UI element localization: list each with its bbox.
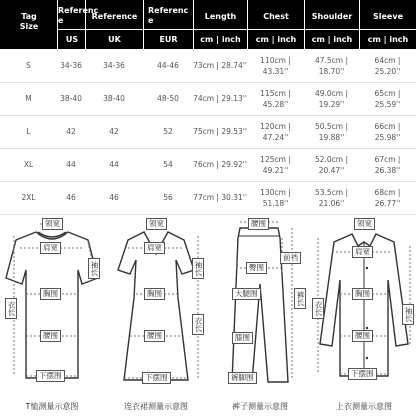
label-hem: 下摆围 (142, 372, 171, 384)
cell-size: XL (23, 160, 34, 169)
label-chest: 胸围 (352, 288, 373, 300)
label-hem: 下摆围 (36, 370, 65, 382)
shirt-caption: 上衣测量示意图 (336, 402, 392, 411)
label-length: 衣长 (192, 314, 204, 335)
header-tag-size: Tag Size (19, 12, 39, 31)
cell-sleeve: 64cm | 25.20'' (374, 55, 401, 76)
label-shoulder: 肩宽 (40, 242, 61, 254)
pants-diagram (208, 218, 312, 416)
tshirt-diagram (0, 218, 104, 416)
cell-eur: 54 (163, 160, 173, 169)
cell-sleeve: 68cm | 26.77'' (374, 187, 401, 208)
label-length: 衣长 (312, 298, 324, 319)
label-sleeve: 袖长 (88, 258, 100, 279)
label-length: 衣长 (5, 298, 17, 319)
label-neck: 领宽 (354, 218, 375, 230)
header-length-bottom: cm | inch (200, 35, 241, 44)
shirt-diagram (312, 218, 416, 416)
label-chest: 胸围 (144, 288, 165, 300)
label-length: 裤长 (294, 288, 306, 309)
cell-size: S (26, 61, 31, 70)
cell-length: 77cm | 30.31'' (193, 193, 247, 202)
label-knee: 膝围 (232, 332, 253, 344)
cell-shoulder: 49.0cm | 19.29'' (314, 88, 349, 109)
table-row (0, 82, 416, 116)
cell-us: 46 (66, 193, 76, 202)
header-chest-bottom: cm | inch (255, 35, 297, 44)
cell-uk: 38-40 (103, 94, 125, 103)
label-chest: 胸围 (40, 288, 61, 300)
table-header (0, 0, 416, 49)
tshirt-caption: T恤测量示意图 (25, 402, 79, 411)
cell-length: 76cm | 29.92'' (193, 160, 247, 169)
header-eur-top: Referenc e (148, 6, 189, 25)
header-eur-bottom: EUR (159, 35, 178, 44)
label-waist: 腰围 (40, 330, 61, 342)
label-rise: 前裆 (280, 252, 301, 264)
table-row (0, 115, 416, 149)
label-sleeve: 袖长 (192, 258, 204, 279)
cell-chest: 115cm | 45.28'' (260, 88, 291, 109)
header-uk-bottom: UK (108, 35, 121, 44)
cell-size: 2XL (21, 193, 36, 202)
header-us-bottom: US (65, 35, 79, 44)
label-sleeve: 袖长 (402, 304, 414, 325)
label-waist: 腰围 (144, 330, 165, 342)
label-hem: 下摆围 (348, 368, 377, 380)
cell-uk: 34-36 (103, 61, 125, 70)
cell-chest: 120cm | 47.24'' (260, 121, 291, 142)
cell-eur: 52 (163, 127, 173, 136)
cell-length: 74cm | 29.13'' (193, 94, 247, 103)
header-sleeve-bottom: cm | inch (367, 35, 409, 44)
cell-chest: 130cm | 51.18'' (260, 187, 291, 208)
cell-uk: 44 (109, 160, 119, 169)
label-hip: 臀围 (246, 262, 267, 274)
cell-sleeve: 67cm | 26.38'' (374, 154, 401, 175)
dress-diagram (104, 218, 208, 416)
table-row (0, 148, 416, 182)
cell-sleeve: 66cm | 25.98'' (374, 121, 401, 142)
header-us-top: Referenc e (58, 6, 99, 25)
label-hem: 裤脚围 (228, 372, 257, 384)
cell-us: 38-40 (60, 94, 82, 103)
cell-eur: 48-50 (157, 94, 179, 103)
header-chest-top: Chest (263, 12, 289, 21)
label-waist: 腰围 (248, 218, 269, 230)
cell-eur: 44-46 (157, 61, 179, 70)
cell-length: 73cm | 28.74'' (193, 61, 247, 70)
cell-length: 75cm | 29.53'' (193, 127, 247, 136)
cell-uk: 46 (109, 193, 119, 202)
dress-caption: 连衣裙测量示意图 (124, 402, 188, 411)
cell-us: 34-36 (60, 61, 82, 70)
cell-us: 44 (66, 160, 76, 169)
label-shoulder: 肩宽 (144, 242, 165, 254)
label-waist: 腰围 (352, 330, 373, 342)
cell-us: 42 (66, 127, 76, 136)
label-neck: 领宽 (42, 218, 63, 230)
cell-size: M (25, 94, 32, 103)
header-sleeve-top: Sleeve (373, 12, 403, 21)
cell-eur: 56 (163, 193, 173, 202)
table-row (0, 181, 416, 215)
cell-size: L (26, 127, 31, 136)
cell-chest: 110cm | 43.31'' (260, 55, 291, 76)
header-uk-top: Reference (91, 12, 138, 21)
cell-chest: 125cm | 49.21'' (260, 154, 291, 175)
label-neck: 领宽 (146, 218, 167, 230)
cell-shoulder: 53.5cm | 21.06'' (314, 187, 349, 208)
label-shoulder: 肩宽 (352, 246, 373, 258)
cell-shoulder: 47.5cm | 18.70'' (314, 55, 349, 76)
pants-caption: 裤子测量示意图 (232, 402, 288, 411)
pants-illustration (208, 218, 312, 416)
cell-shoulder: 50.5cm | 19.88'' (314, 121, 349, 142)
header-length-top: Length (204, 12, 237, 21)
cell-shoulder: 52.0cm | 20.47'' (314, 154, 349, 175)
header-shoulder-top: Shoulder (311, 12, 353, 21)
table-row (0, 49, 416, 83)
cell-uk: 42 (109, 127, 119, 136)
label-thigh: 大腿围 (232, 288, 261, 300)
cell-sleeve: 65cm | 25.59'' (374, 88, 401, 109)
header-shoulder-bottom: cm | inch (311, 35, 353, 44)
